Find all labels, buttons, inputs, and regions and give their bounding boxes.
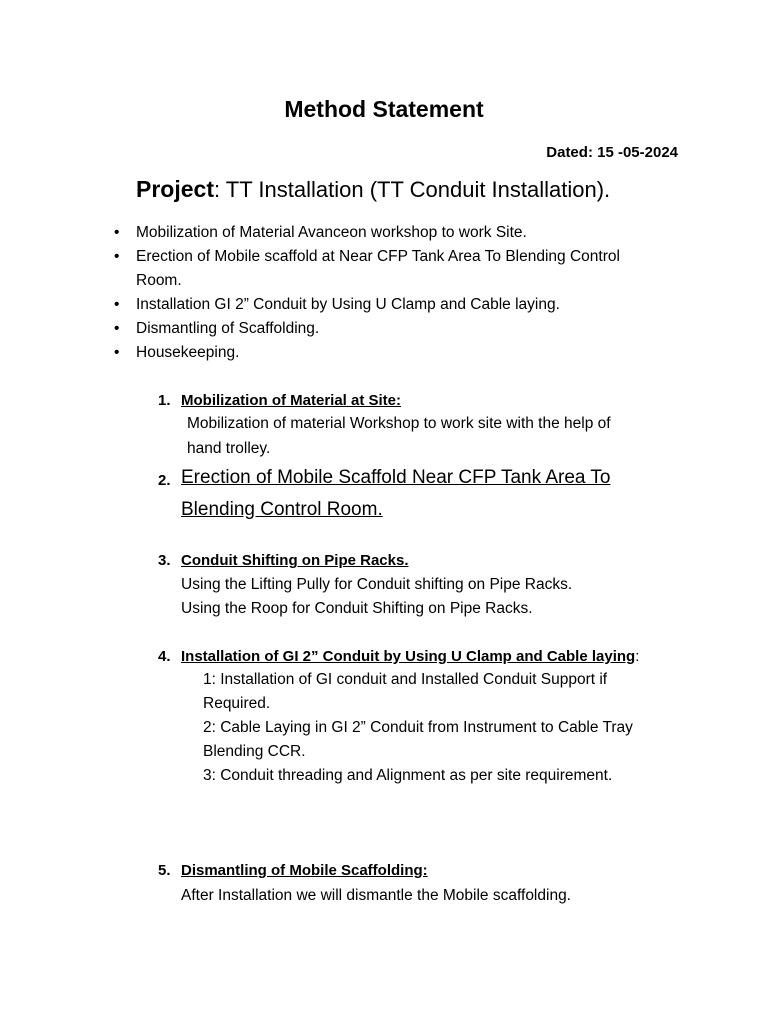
- project-line: [136, 176, 610, 203]
- bullet-item: [114, 248, 620, 266]
- bullet-text: Housekeeping.: [136, 344, 240, 361]
- section-number: 5.: [158, 862, 171, 879]
- bullet-text-continuation: Room.: [136, 272, 182, 289]
- section-body-line: Using the Lifting Pully for Conduit shifting on Pipe Racks.: [181, 576, 573, 593]
- project-text: : TT Installation (TT Conduit Installation).: [213, 177, 611, 202]
- bullet-item: [114, 344, 239, 362]
- section-heading-suffix: :: [635, 648, 640, 665]
- bullet-text: Installation GI 2” Conduit by Using U Clamp and Cable laying.: [136, 296, 560, 313]
- section-heading-row: [181, 648, 639, 665]
- bullet-dot: •: [114, 296, 120, 313]
- section-number: 4.: [158, 648, 171, 665]
- project-label: Project: [136, 176, 214, 202]
- section-body-line: Using the Roop for Conduit Shifting on Pipe Racks.: [181, 600, 533, 617]
- section-body-line: After Installation we will dismantle the Mobile scaffolding.: [181, 887, 571, 904]
- section-heading: Mobilization of Material at Site:: [181, 392, 402, 409]
- section-heading: Erection of Mobile Scaffold Near CFP Tank Area To: [181, 467, 611, 488]
- section-number: 3.: [158, 552, 171, 569]
- section-body-line: hand trolley.: [187, 440, 271, 457]
- section-heading: Conduit Shifting on Pipe Racks.: [181, 552, 409, 569]
- bullet-item: [114, 320, 319, 338]
- section-body-line: Required.: [203, 695, 271, 712]
- bullet-dot: •: [114, 248, 120, 265]
- section-body-line: 3: Conduit threading and Alignment as per site requirement.: [203, 767, 613, 784]
- section-number: 2.: [158, 472, 171, 489]
- bullet-item: [114, 296, 560, 314]
- section-body-line: Blending CCR.: [203, 743, 306, 760]
- section-body-line: Mobilization of material Workshop to work site with the help of: [187, 415, 611, 432]
- section-body-line: 2: Cable Laying in GI 2” Conduit from Instrument to Cable Tray: [203, 719, 633, 736]
- date-label: Dated: 15 -05-2024: [546, 144, 678, 161]
- section-heading: Installation of GI 2” Conduit by Using U Clamp and Cable laying: [181, 648, 636, 665]
- bullet-text: Mobilization of Material Avanceon workshop to work Site.: [136, 224, 527, 241]
- document-title: Method Statement: [284, 96, 484, 122]
- section-heading-continuation: Blending Control Room.: [181, 499, 383, 520]
- bullet-dot: •: [114, 344, 120, 361]
- bullet-item: [114, 224, 527, 242]
- section-number: 1.: [158, 392, 171, 409]
- bullet-text: Dismantling of Scaffolding.: [136, 320, 320, 337]
- bullet-text: Erection of Mobile scaffold at Near CFP Tank Area To Blending Control: [136, 248, 620, 265]
- section-body-line: 1: Installation of GI conduit and Installed Conduit Support if: [203, 671, 608, 688]
- bullet-dot: •: [114, 320, 120, 337]
- section-heading: Dismantling of Mobile Scaffolding:: [181, 862, 428, 879]
- bullet-dot: •: [114, 224, 120, 241]
